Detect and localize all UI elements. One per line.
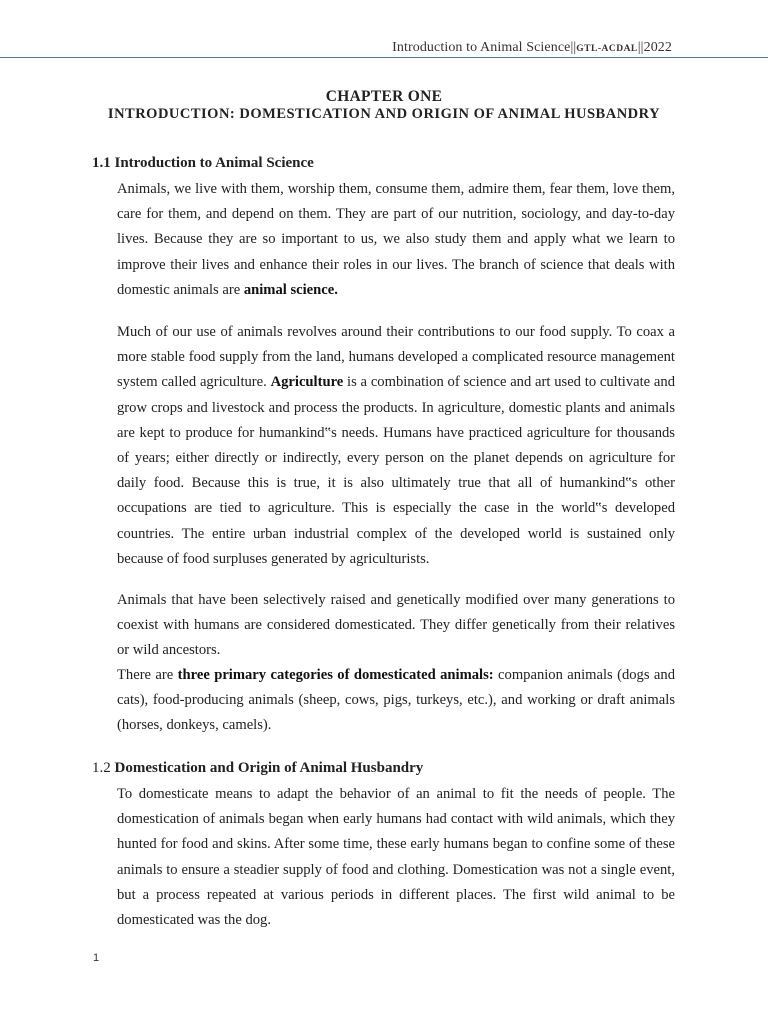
paragraph-categories-text-a: There are xyxy=(117,667,178,683)
paragraph-intro-text: Animals, we live with them, worship them, consume them, admire them, fear them, love them, care for them, and depend on them. They are part of our nutrition, sociology, and day-to-day lives. Because they are so important to us, we also study them and apply what we learn to improve their lives and enhance their roles in our lives. The branch of science that deals with domestic animals are xyxy=(117,181,675,298)
paragraph-domestication-text: To domesticate means to adapt the behavior of an animal to fit the needs of people. The domestication of animals began when early humans had contact with wild animals, which they hunted for food and skins. After some time, these early humans began to confine some of these animals to ensure a steadier supply of food and clothing. Domestication was not a single event, but a process repeated at various periods in different places. The first wild animal to be domesticated was the dog. xyxy=(117,786,675,929)
paragraph-domesticated-text: Animals that have been selectively raised and genetically modified over many generations to coexist with humans are considered domesticated. They differ genetically from their relatives or wild ancestors. xyxy=(117,592,675,659)
running-header xyxy=(392,40,672,56)
chapter-title: CHAPTER ONE xyxy=(325,88,443,105)
section-heading-1-1 xyxy=(92,155,314,172)
paragraph-agriculture xyxy=(117,320,675,572)
chapter-subtitle: INTRODUCTION: DOMESTICATION AND ORIGIN OF ANIMAL HUSBANDRY xyxy=(107,106,661,122)
page-number: 1 xyxy=(93,952,100,964)
term-agriculture: Agriculture xyxy=(270,374,344,391)
section-heading-1-2-text: Domestication and Origin of Animal Husbandry xyxy=(114,760,424,776)
paragraph-agriculture-text-a: Much of our use of animals revolves around their contributions to our food supply. To coax a more stable food supply from the land, humans developed a complicated resource management system called agriculture. xyxy=(117,324,675,391)
paragraph-categories xyxy=(117,663,675,739)
paragraph-domestication xyxy=(117,782,675,933)
header-code: GTL-ACDAL xyxy=(576,44,638,54)
header-title: Introduction to Animal Science|| xyxy=(392,40,577,55)
term-animal-science: animal science. xyxy=(243,281,338,298)
paragraph-intro xyxy=(117,177,675,303)
section-heading-1-2-number: 1.2 xyxy=(92,760,115,776)
header-year: 2022 xyxy=(643,40,672,55)
term-three-categories: three primary categories of domesticated animals: xyxy=(177,667,494,683)
section-heading-1-1-text: 1.1 Introduction to Animal Science xyxy=(92,155,314,171)
section-heading-1-2 xyxy=(92,760,423,777)
header-separator: || xyxy=(637,40,644,55)
paragraph-agriculture-text-b: is a combination of science and art used to cultivate and grow crops and livestock and process the products. In agriculture, domestic plants and animals are kept to produce for humankind‟s needs. Humans have practiced agriculture for thousands of years; either directly or indirectly, every person on the planet depends on agriculture for daily food. Because this is true, it is also ultimately true that all of humankind‟s other occupations are tied to agriculture. This is especially the case in the world‟s developed countries. The entire urban industrial complex of the developed world is sustained only because of food surpluses generated by agriculturists. xyxy=(117,374,675,567)
paragraph-categories-text-b: companion animals (dogs and cats), food-producing animals (sheep, cows, pigs, turkeys, etc.), and working or draft animals (horses, donkeys, camels). xyxy=(117,667,675,734)
header-divider xyxy=(0,57,768,58)
paragraph-domesticated xyxy=(117,588,675,664)
